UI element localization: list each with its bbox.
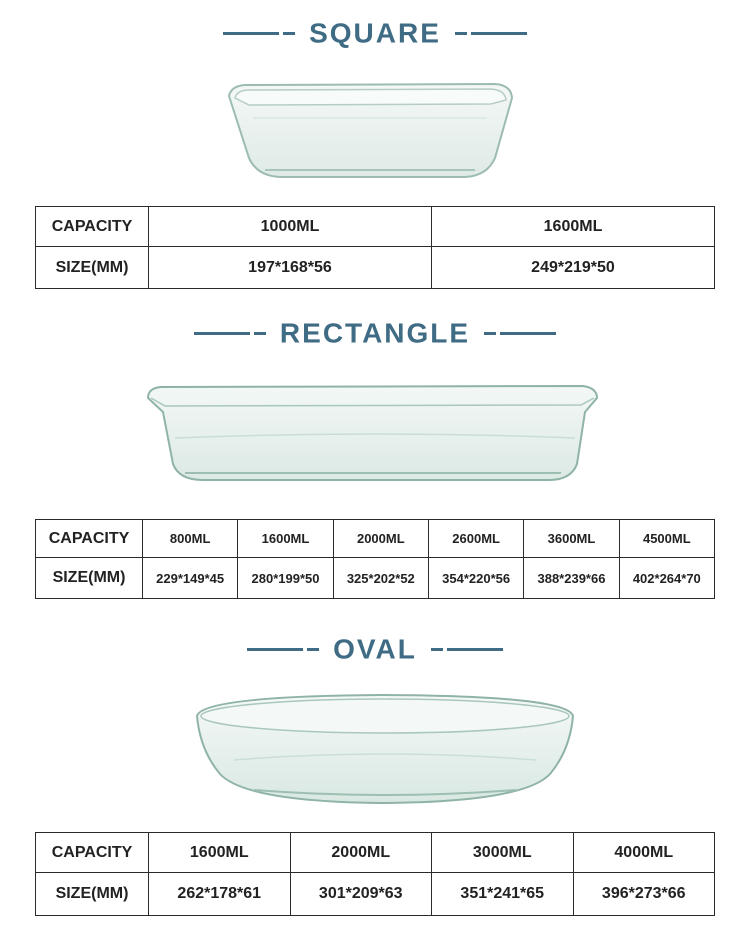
size-cell: 262*178*61 bbox=[149, 873, 291, 916]
size-cell: 325*202*52 bbox=[333, 558, 428, 599]
size-cell: 396*273*66 bbox=[573, 873, 715, 916]
capacity-cell: 4500ML bbox=[619, 520, 714, 558]
capacity-cell: 4000ML bbox=[573, 833, 715, 873]
capacity-label: CAPACITY bbox=[36, 833, 149, 873]
size-label: SIZE(MM) bbox=[36, 247, 149, 289]
capacity-cell: 2000ML bbox=[290, 833, 432, 873]
capacity-cell: 800ML bbox=[143, 520, 238, 558]
size-row bbox=[36, 247, 715, 289]
section-title: RECTANGLE bbox=[279, 317, 471, 349]
size-cell: 249*219*50 bbox=[432, 247, 715, 289]
capacity-label: CAPACITY bbox=[36, 520, 143, 558]
square-spec-table bbox=[35, 206, 715, 289]
section-heading-oval bbox=[0, 632, 750, 666]
heading-dash-right bbox=[500, 332, 556, 335]
heading-dash-right bbox=[484, 332, 496, 335]
heading-dash-right bbox=[447, 648, 503, 651]
size-cell: 351*241*65 bbox=[432, 873, 574, 916]
rectangle-spec-table bbox=[35, 519, 715, 599]
section-title: OVAL bbox=[333, 633, 417, 665]
size-cell: 301*209*63 bbox=[290, 873, 432, 916]
heading-dash-left bbox=[283, 32, 295, 35]
size-label: SIZE(MM) bbox=[36, 558, 143, 599]
capacity-cell: 3000ML bbox=[432, 833, 574, 873]
heading-dash-right bbox=[455, 32, 467, 35]
heading-dash-left bbox=[247, 648, 303, 651]
capacity-cell: 2000ML bbox=[333, 520, 428, 558]
size-label: SIZE(MM) bbox=[36, 873, 149, 916]
section-title: SQUARE bbox=[309, 17, 441, 49]
capacity-cell: 1000ML bbox=[149, 207, 432, 247]
capacity-row bbox=[36, 207, 715, 247]
heading-dash-left bbox=[254, 332, 266, 335]
size-cell: 402*264*70 bbox=[619, 558, 714, 599]
size-cell: 197*168*56 bbox=[149, 247, 432, 289]
size-cell: 388*239*66 bbox=[524, 558, 619, 599]
section-heading-square bbox=[0, 16, 750, 50]
capacity-cell: 3600ML bbox=[524, 520, 619, 558]
capacity-row bbox=[36, 833, 715, 873]
heading-dash-right bbox=[431, 648, 443, 651]
heading-dash-left bbox=[307, 648, 319, 651]
heading-dash-left bbox=[223, 32, 279, 35]
capacity-cell: 2600ML bbox=[428, 520, 523, 558]
heading-dash-right bbox=[471, 32, 527, 35]
oval-spec-table bbox=[35, 832, 715, 916]
capacity-row bbox=[36, 520, 715, 558]
rectangle-dish-image bbox=[145, 380, 601, 486]
size-row bbox=[36, 873, 715, 916]
size-cell: 229*149*45 bbox=[143, 558, 238, 599]
size-row bbox=[36, 558, 715, 599]
square-dish-image bbox=[225, 78, 515, 183]
section-heading-rectangle bbox=[0, 316, 750, 350]
capacity-cell: 1600ML bbox=[149, 833, 291, 873]
capacity-cell: 1600ML bbox=[432, 207, 715, 247]
capacity-cell: 1600ML bbox=[238, 520, 333, 558]
capacity-label: CAPACITY bbox=[36, 207, 149, 247]
size-cell: 354*220*56 bbox=[428, 558, 523, 599]
heading-dash-left bbox=[194, 332, 250, 335]
size-cell: 280*199*50 bbox=[238, 558, 333, 599]
oval-dish-image bbox=[194, 690, 576, 808]
